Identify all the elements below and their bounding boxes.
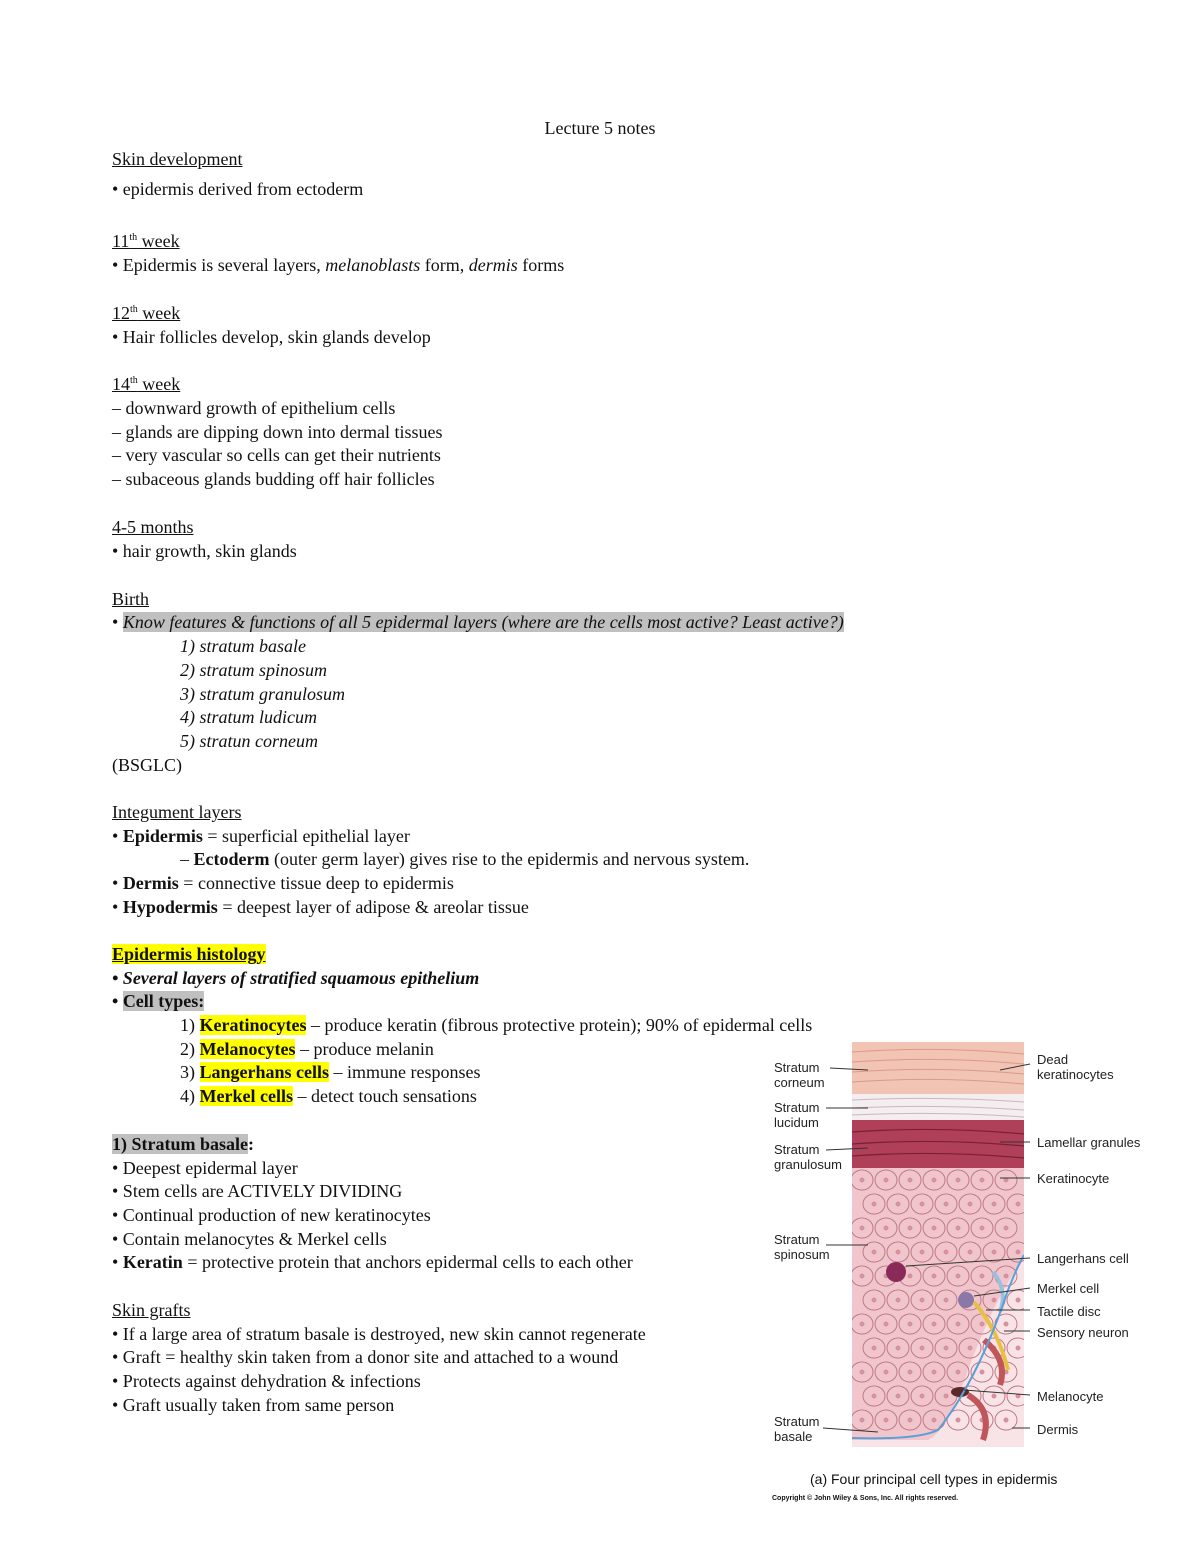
skin-development-line: • epidermis derived from ectoderm: [112, 179, 364, 199]
cell-nucleus: [908, 1178, 913, 1183]
week-12-line: • Hair follicles develop, skin glands develop: [112, 327, 431, 347]
cell-nucleus: [896, 1202, 901, 1207]
langerhans-cell: [886, 1262, 906, 1282]
stratum-basale-heading: 1) Stratum basale:: [112, 1134, 254, 1154]
cell-nucleus: [932, 1226, 937, 1231]
cell-nucleus: [956, 1178, 961, 1183]
cell-nucleus: [956, 1322, 961, 1327]
histology-line: • Several layers of stratified squamous epithelium: [112, 968, 480, 988]
cell-nucleus: [968, 1346, 973, 1351]
cell-nucleus: [860, 1274, 865, 1279]
cell-nucleus: [956, 1226, 961, 1231]
epidermis-illustration: [768, 1040, 1158, 1510]
label-stratum-spinosum: Stratum spinosum: [774, 1232, 830, 1262]
ectoderm-line: – Ectoderm (outer germ layer) gives rise to the epidermis and nervous system.: [180, 849, 750, 869]
layer-item: 4) stratum ludicum: [180, 707, 317, 727]
week-12-heading: 12th week: [112, 303, 181, 323]
cell-nucleus: [860, 1178, 865, 1183]
birth-know-line: • Know features & functions of all 5 epidermal layers (where are the cells most active? Least active?): [112, 612, 844, 632]
graft-item: • Graft usually taken from same person: [112, 1395, 395, 1415]
cell-type-item: 3) Langerhans cells – immune responses: [180, 1062, 481, 1082]
keratin-line: • Keratin = protective protein that anchors epidermal cells to each other: [112, 1252, 633, 1272]
cell-nucleus: [1016, 1202, 1021, 1207]
cell-nucleus: [944, 1250, 949, 1255]
week-14-item: – very vascular so cells can get their nutrients: [112, 445, 441, 465]
label-dead-keratinocytes: Dead keratinocytes: [1037, 1052, 1114, 1082]
cell-nucleus: [860, 1418, 865, 1423]
cell-nucleus: [920, 1394, 925, 1399]
cell-nucleus: [908, 1370, 913, 1375]
layer-item: 3) stratum granulosum: [180, 684, 346, 704]
cell-nucleus: [932, 1178, 937, 1183]
cell-nucleus: [884, 1370, 889, 1375]
week-11-line: • Epidermis is several layers, melanoblasts form, dermis forms: [112, 255, 565, 275]
cell-nucleus: [1004, 1226, 1009, 1231]
page-title: Lecture 5 notes: [544, 118, 656, 138]
cell-nucleus: [944, 1346, 949, 1351]
cell-nucleus: [860, 1226, 865, 1231]
cell-nucleus: [980, 1226, 985, 1231]
graft-item: • Protects against dehydration & infections: [112, 1371, 421, 1391]
cell-nucleus: [1016, 1346, 1021, 1351]
cell-nucleus: [992, 1202, 997, 1207]
cell-nucleus: [956, 1274, 961, 1279]
label-keratinocyte: Keratinocyte: [1037, 1171, 1110, 1186]
integument-heading: Integument layers: [112, 802, 242, 822]
cell-nucleus: [872, 1250, 877, 1255]
label-lamellar-granules: Lamellar granules: [1037, 1135, 1141, 1150]
cell-nucleus: [920, 1298, 925, 1303]
label-sensory-neuron: Sensory neuron: [1037, 1325, 1129, 1340]
figure-caption: (a) Four principal cell types in epidermis: [810, 1471, 1058, 1487]
cell-type-item: 1) Keratinocytes – produce keratin (fibrous protective protein); 90% of epidermal cells: [180, 1015, 813, 1035]
cell-nucleus: [980, 1178, 985, 1183]
cell-nucleus: [992, 1298, 997, 1303]
cell-nucleus: [968, 1202, 973, 1207]
cell-nucleus: [896, 1298, 901, 1303]
label-melanocyte: Melanocyte: [1037, 1389, 1104, 1404]
cell-nucleus: [896, 1346, 901, 1351]
graft-item: • If a large area of stratum basale is destroyed, new skin cannot regenerate: [112, 1324, 646, 1344]
birth-heading: Birth: [112, 589, 150, 609]
mnemonic: (BSGLC): [112, 755, 183, 775]
cell-nucleus: [920, 1250, 925, 1255]
basale-item: • Stem cells are ACTIVELY DIVIDING: [112, 1181, 403, 1201]
cell-nucleus: [944, 1202, 949, 1207]
label-langerhans-cell: Langerhans cell: [1037, 1251, 1129, 1266]
graft-item: • Graft = healthy skin taken from a donor site and attached to a wound: [112, 1347, 619, 1367]
cell-type-item: 4) Merkel cells – detect touch sensations: [180, 1086, 477, 1106]
epidermis-figure: [768, 1040, 1158, 1510]
basale-item: • Deepest epidermal layer: [112, 1158, 298, 1178]
week-14-item: – downward growth of epithelium cells: [112, 398, 396, 418]
cell-nucleus: [1004, 1274, 1009, 1279]
cell-nucleus: [944, 1394, 949, 1399]
label-stratum-lucidum: Stratum lucidum: [774, 1100, 820, 1130]
cell-nucleus: [920, 1202, 925, 1207]
cell-nucleus: [884, 1322, 889, 1327]
week-11-heading: 11th week: [112, 231, 180, 251]
cell-nucleus: [884, 1226, 889, 1231]
skin-grafts-heading: Skin grafts: [112, 1300, 191, 1320]
basale-item: • Contain melanocytes & Merkel cells: [112, 1229, 387, 1249]
cell-nucleus: [1004, 1322, 1009, 1327]
week-14-heading: 14th week: [112, 374, 181, 394]
cell-nucleus: [860, 1370, 865, 1375]
label-stratum-corneum: Stratum corneum: [774, 1060, 825, 1090]
label-tactile-disc: Tactile disc: [1037, 1304, 1101, 1319]
months-heading: 4-5 months: [112, 517, 194, 537]
cell-nucleus: [908, 1418, 913, 1423]
hypodermis-line: • Hypodermis = deepest layer of adipose & areolar tissue: [112, 897, 529, 917]
layer-item: 1) stratum basale: [180, 636, 306, 656]
cell-nucleus: [872, 1298, 877, 1303]
cell-nucleus: [932, 1418, 937, 1423]
label-stratum-granulosum: Stratum granulosum: [774, 1142, 842, 1172]
dermis-line: • Dermis = connective tissue deep to epidermis: [112, 873, 454, 893]
cell-nucleus: [1016, 1250, 1021, 1255]
cell-nucleus: [920, 1346, 925, 1351]
cell-nucleus: [872, 1202, 877, 1207]
cell-nucleus: [980, 1370, 985, 1375]
cell-nucleus: [1004, 1418, 1009, 1423]
epidermis-line: • Epidermis = superficial epithelial layer: [112, 826, 410, 846]
cell-nucleus: [968, 1250, 973, 1255]
layer-item: 5) stratun corneum: [180, 731, 318, 751]
cell-nucleus: [872, 1346, 877, 1351]
cell-nucleus: [860, 1322, 865, 1327]
skin-development-heading: Skin development: [112, 149, 243, 169]
basale-item: • Continual production of new keratinocytes: [112, 1205, 431, 1225]
cell-nucleus: [932, 1370, 937, 1375]
cell-nucleus: [992, 1394, 997, 1399]
label-stratum-basale: Stratum basale: [774, 1414, 820, 1444]
cell-nucleus: [956, 1418, 961, 1423]
label-dermis: Dermis: [1037, 1422, 1079, 1437]
months-line: • hair growth, skin glands: [112, 541, 297, 561]
cell-nucleus: [944, 1298, 949, 1303]
cell-nucleus: [908, 1226, 913, 1231]
cell-nucleus: [932, 1274, 937, 1279]
cell-nucleus: [884, 1418, 889, 1423]
cell-nucleus: [896, 1250, 901, 1255]
cell-nucleus: [896, 1394, 901, 1399]
cell-nucleus: [932, 1322, 937, 1327]
week-14-item: – subaceous glands budding off hair follicles: [112, 469, 435, 489]
cell-nucleus: [992, 1250, 997, 1255]
figure-copyright: Copyright © John Wiley & Sons, Inc. All rights reserved.: [772, 1495, 959, 1502]
cell-nucleus: [980, 1274, 985, 1279]
cell-types-line: • Cell types:: [112, 991, 205, 1011]
cell-nucleus: [908, 1274, 913, 1279]
cell-nucleus: [980, 1322, 985, 1327]
week-14-item: – glands are dipping down into dermal tissues: [112, 422, 443, 442]
merkel-cell: [958, 1292, 974, 1308]
histology-heading: Epidermis histology: [112, 944, 266, 964]
cell-nucleus: [884, 1178, 889, 1183]
label-merkel-cell: Merkel cell: [1037, 1281, 1100, 1296]
cell-nucleus: [1016, 1298, 1021, 1303]
cell-nucleus: [908, 1322, 913, 1327]
cell-type-item: 2) Melanocytes – produce melanin: [180, 1039, 434, 1059]
layer-item: 2) stratum spinosum: [180, 660, 328, 680]
cell-nucleus: [956, 1370, 961, 1375]
cell-nucleus: [872, 1394, 877, 1399]
